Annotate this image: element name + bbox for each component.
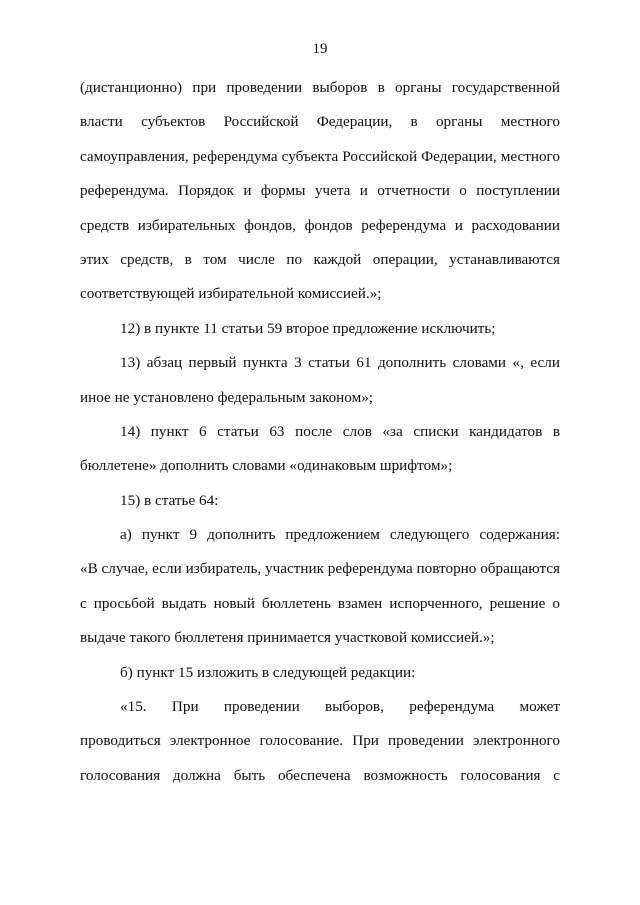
document-body bbox=[80, 71, 560, 793]
text-line: а) пункт 9 дополнить предложением следующего содержания: bbox=[120, 526, 560, 544]
text-line: референдума. Порядок и формы учета и отчетности о поступлении bbox=[80, 182, 560, 200]
text-line: 15) в статье 64: bbox=[120, 491, 219, 509]
text-line: самоуправления, референдума субъекта Российской Федерации, местного bbox=[80, 147, 560, 165]
text-line: «15. При проведении выборов, референдума может bbox=[120, 698, 560, 716]
text-line: (дистанционно) при проведении выборов в органы государственной bbox=[80, 79, 560, 96]
text-line: голосования должна быть обеспечена возможность голосования с bbox=[80, 766, 560, 784]
text-line: «В случае, если избиратель, участник референдума повторно обращаются bbox=[80, 560, 560, 578]
text-line: 13) абзац первый пункта 3 статьи 61 дополнить словами «, если bbox=[120, 354, 560, 372]
text-line: с просьбой выдать новый бюллетень взамен испорченного, решение о bbox=[80, 594, 560, 612]
text-line: соответствующей избирательной комиссией.»; bbox=[80, 285, 382, 303]
text-line: 12) в пункте 11 статьи 59 второе предложение исключить; bbox=[120, 319, 496, 337]
text-line: этих средств, в том числе по каждой операции, устанавливаются bbox=[80, 250, 560, 268]
text-line: иное не установлено федеральным законом»; bbox=[80, 388, 374, 406]
text-line: б) пункт 15 изложить в следующей редакции: bbox=[120, 663, 416, 681]
text-line: 14) пункт 6 статьи 63 после слов «за списки кандидатов в bbox=[120, 422, 560, 440]
text-line: бюллетене» дополнить словами «одинаковым шрифтом»; bbox=[80, 457, 453, 475]
text-line: выдаче такого бюллетеня принимается участковой комиссией.»; bbox=[80, 629, 495, 647]
text-line: власти субъектов Российской Федерации, в органы местного bbox=[80, 113, 560, 131]
page-number: 19 bbox=[312, 41, 328, 57]
text-line: проводиться электронное голосование. При проведении электронного bbox=[80, 732, 560, 750]
text-line: средств избирательных фондов, фондов референдума и расходовании bbox=[80, 216, 560, 234]
